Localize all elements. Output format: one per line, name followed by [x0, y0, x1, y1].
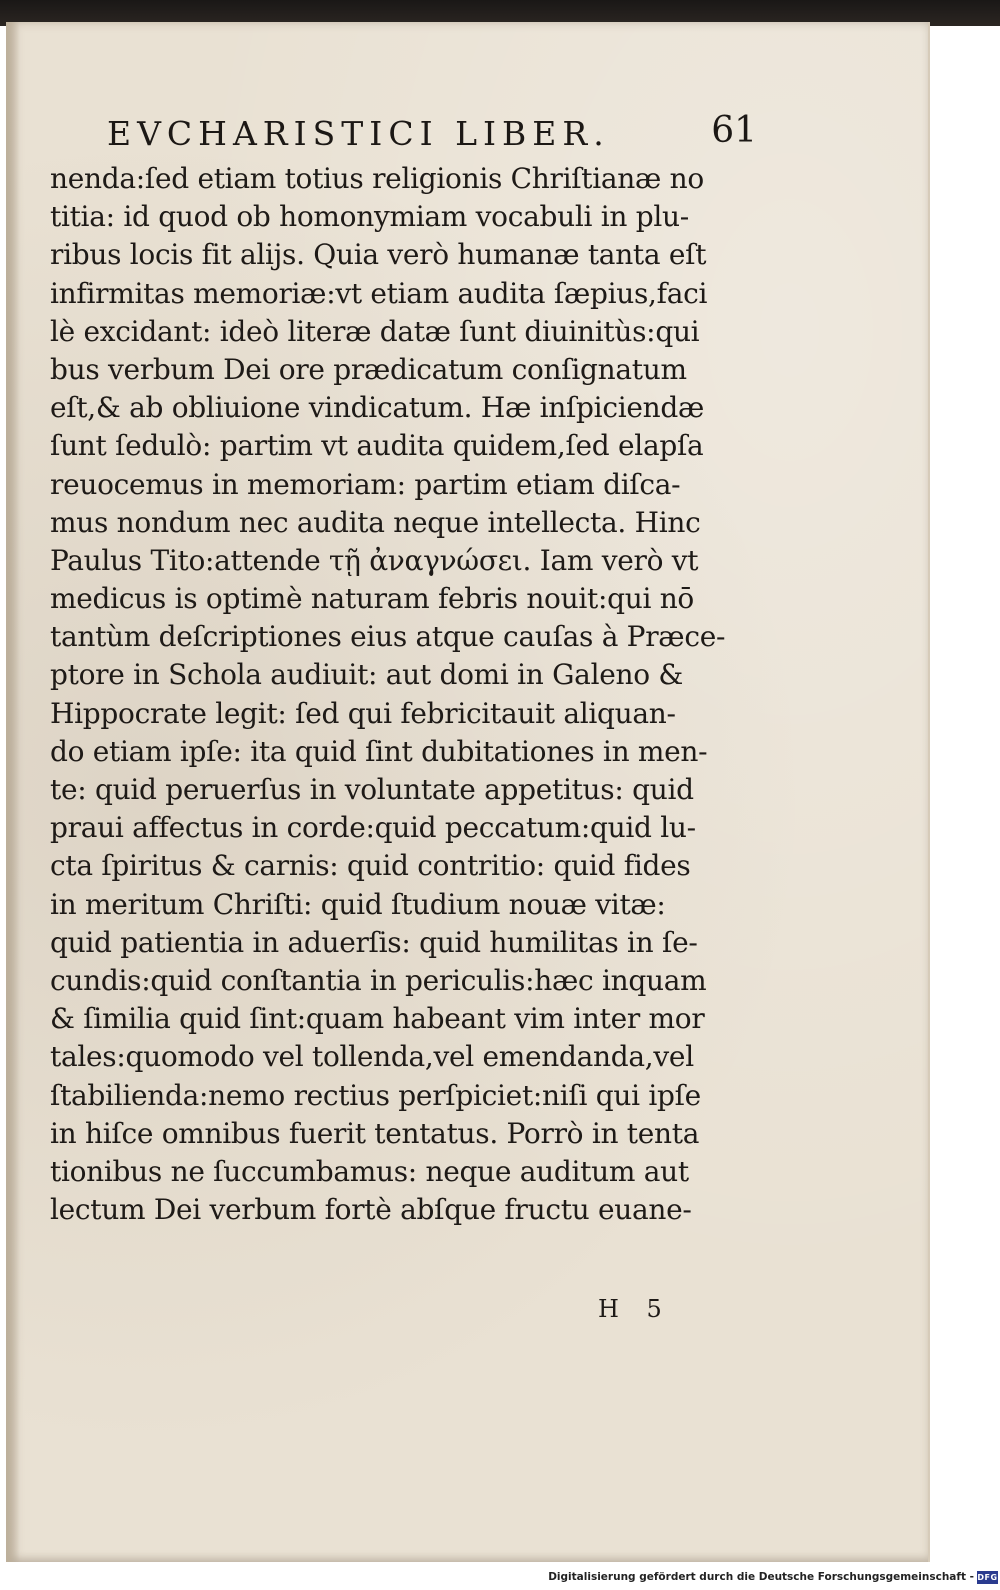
- text-line: do etiam ipſe: ita quid ſint dubitationes in men-: [50, 734, 708, 768]
- dfg-logo: DFG: [977, 1573, 998, 1582]
- text-line: reuocemus in memoriam: partim etiam diſca-: [50, 467, 681, 501]
- text-line: ſunt ſedulò: partim vt audita quidem,ſed elapſa: [50, 429, 704, 463]
- text-line: cundis:quid conſtantia in periculis:hæc inquam: [50, 963, 707, 997]
- text-line: eſt,& ab obliuione vindicatum. Hæ inſpiciendæ: [50, 391, 705, 425]
- text-line: te: quid peruerſus in voluntate appetitus: quid: [50, 773, 694, 806]
- text-line: bus verbum Dei ore prædicatum conſignatum: [50, 352, 687, 386]
- text-line: & ſimilia quid ſint:quam habeant vim inter mor: [50, 1002, 705, 1036]
- body-text: [50, 160, 760, 1229]
- text-line: lè excidant: ideò literæ datæ ſunt diuinitùs:qui: [50, 314, 700, 348]
- text-line: titia: id quod ob homonymiam vocabuli in plu-: [50, 200, 689, 234]
- text-line: infirmitas memoriæ:vt etiam audita ſæpius,faci: [50, 276, 708, 310]
- text-line: nenda:ſed etiam totius religionis Chriſtianæ no: [50, 162, 704, 195]
- running-title: EVCHARISTICI LIBER.: [107, 114, 610, 153]
- page-number: 61: [711, 110, 757, 151]
- text-line: in meritum Chriſti: quid ſtudium nouæ vitæ:: [50, 887, 666, 921]
- text-line: Paulus Tito:attende τῇ ἀναγνώσει. Iam verò vt: [50, 543, 699, 577]
- page-gutter-shadow: [6, 22, 20, 1562]
- text-line: tionibus ne ſuccumbamus: neque auditum aut: [50, 1154, 689, 1188]
- text-line: lectum Dei verbum fortè abſque fructu euane-: [50, 1193, 692, 1227]
- signature-mark: H 5: [598, 1295, 672, 1323]
- funding-credit: Digitalisierung gefördert durch die Deutsche Forschungsgemeinschaft -: [548, 1571, 974, 1583]
- digitization-footer: [0, 1568, 1000, 1590]
- text-line: ſtabilienda:nemo rectius perſpiciet:niſi qui ipſe: [50, 1078, 701, 1112]
- text-line: cta ſpiritus & carnis: quid contritio: quid fides: [50, 849, 691, 883]
- text-line: quid patientia in aduerſis: quid humilitas in ſe-: [50, 925, 698, 959]
- text-line: ribus locis fit alijs. Quia verò humanæ tanta eſt: [50, 238, 707, 272]
- page-header: [107, 110, 757, 154]
- text-line: tantùm deſcriptiones eius atque cauſas à Præce-: [50, 620, 726, 654]
- text-line: ptore in Schola audiuit: aut domi in Galeno &: [50, 658, 684, 692]
- text-line: medicus is optimè naturam febris nouit:qui nō: [50, 582, 694, 616]
- text-line: Hippocrate legit: ſed qui febricitauit aliquan-: [50, 696, 676, 730]
- text-line: tales:quomodo vel tollenda,vel emendanda,vel: [50, 1040, 694, 1074]
- text-line: praui affectus in corde:quid peccatum:quid lu-: [50, 811, 696, 845]
- text-line: in hiſce omnibus fuerit tentatus. Porrò in tenta: [50, 1116, 700, 1150]
- text-line: mus nondum nec audita neque intellecta. Hinc: [50, 505, 701, 539]
